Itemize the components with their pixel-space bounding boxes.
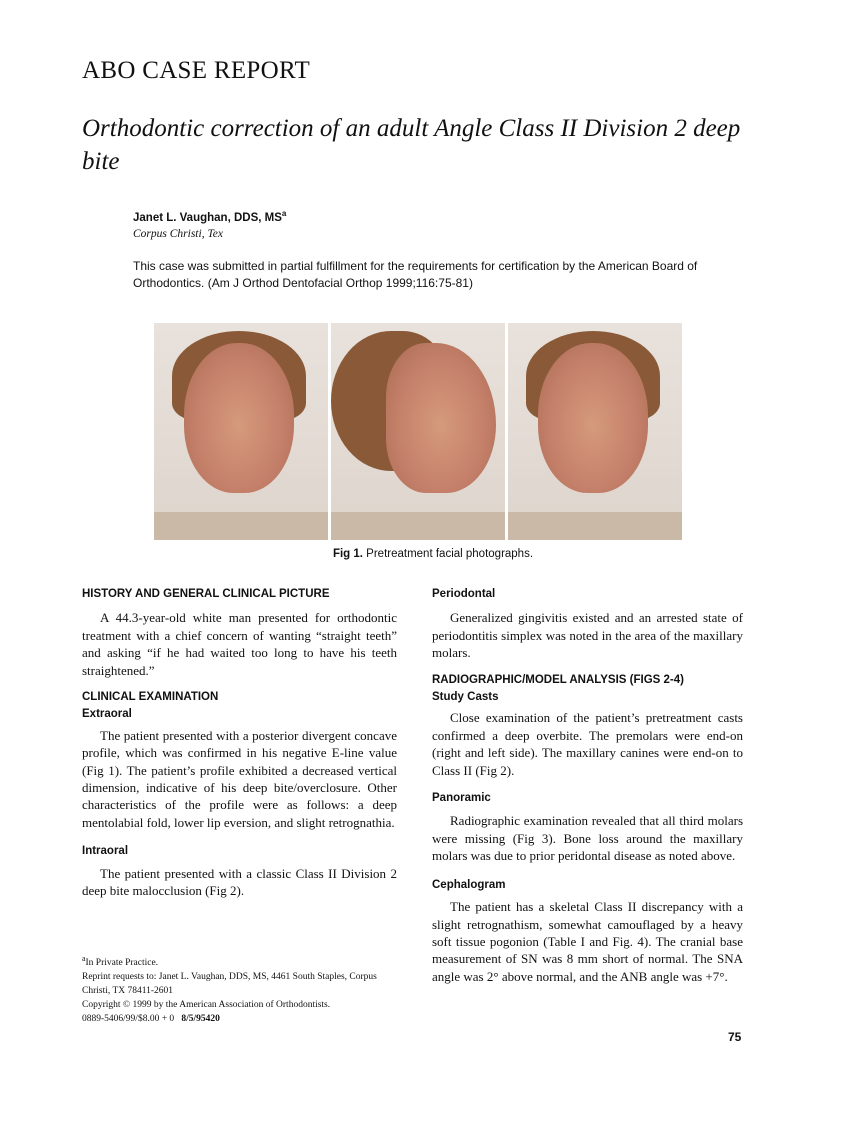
heading-history: HISTORY AND GENERAL CLINICAL PICTURE: [82, 588, 330, 600]
footnote-code-bold: 8/5/95420: [181, 1014, 220, 1025]
paragraph-history: A 44.3-year-old white man presented for orthodontic treatment with a chief concern of wanting “straight teeth” and asking “if he had waited too long to have his teeth straightened.”: [82, 610, 397, 678]
heading-intraoral: Intraoral: [82, 845, 129, 858]
paragraph-cephalogram: The patient has a skeletal Class II discrepancy with a slight retrognathism, somewhat camouflaged by a heavy soft tissue pogonion (Table I and Fig. 4). The cranial base measurement of SN was 8 mm short of normal. The SNA angle was 2° above normal, and the ANB angle was +7°.: [432, 899, 743, 984]
paragraph-extraoral: The patient presented with a posterior divergent concave profile, which was confirmed in his negative E-line value (Fig 1). The patient’s profile exhibited a decreased vertical dimension, indicative of his deep bite/overclosure. Other characteristics of the profile were as follows: a deep mentolabial fold, lower lip eversion, and slight retrognathia.: [82, 727, 397, 830]
left-column: [82, 586, 397, 900]
figure-label: Fig 1.: [332, 548, 363, 560]
author-footnote-marker: a: [281, 209, 287, 218]
footnote-marker: a: [82, 954, 86, 963]
heading-radiographic: RADIOGRAPHIC/MODEL ANALYSIS (FIGS 2-4): [432, 673, 684, 686]
footnote-practice: [82, 952, 400, 970]
footnotes: [82, 952, 400, 1026]
figure-caption: [0, 548, 866, 560]
author-name-text: Janet L. Vaughan, DDS, MS: [133, 211, 282, 224]
footnote-practice-text: In Private Practice.: [85, 958, 159, 969]
photo-frontal: [154, 323, 328, 540]
footnote-reprint: Reprint requests to: Janet L. Vaughan, DDS, MS, 4461 South Staples, Corpus Christi, TX 78411-2601: [82, 972, 377, 997]
paragraph-panoramic: Radiographic examination revealed that all third molars were missing (Fig 3). Bone loss around the maxillary molars was due to prior peridontal disease as noted above.: [432, 813, 743, 864]
photo-profile: [331, 323, 505, 540]
paragraph-study-casts: Close examination of the patient’s pretreatment casts confirmed a deep overbite. The premolars were end-on (right and left side). The maxillary canines were end-on to Class II (Fig 2).: [432, 710, 743, 778]
heading-panoramic: Panoramic: [432, 792, 491, 805]
figure-1-photos: [154, 323, 682, 540]
heading-periodontal: Periodontal: [432, 588, 496, 600]
footnote-code: [82, 1012, 400, 1026]
heading-extraoral: Extraoral: [82, 708, 132, 721]
right-column: [432, 586, 743, 985]
paragraph-intraoral: The patient presented with a classic Class II Division 2 deep bite malocclusion (Fig 2).: [82, 865, 397, 899]
author-name: [133, 209, 286, 224]
footnote-copyright: Copyright © 1999 by the American Association of Orthodontists.: [82, 1000, 331, 1011]
paragraph-periodontal: Generalized gingivitis existed and an arrested state of periodontitis simplex was noted in the area of the maxillary molars.: [432, 610, 743, 661]
footnote-code-text: 0889-5406/99/$8.00 + 0: [82, 1014, 175, 1025]
section-label: ABO CASE REPORT: [82, 57, 311, 84]
heading-clinical-exam: CLINICAL EXAMINATION: [82, 691, 219, 704]
heading-study-casts: Study Casts: [432, 691, 499, 704]
heading-cephalogram: Cephalogram: [432, 878, 506, 891]
photo-smiling: [508, 323, 682, 540]
article-title: Orthodontic correction of an adult Angle Class II Division 2 deep bite: [82, 115, 741, 175]
figure-caption-text: Pretreatment facial photographs.: [362, 548, 534, 560]
author-affiliation: Corpus Christi, Tex: [133, 228, 224, 240]
page-number: 75: [728, 1030, 742, 1044]
submission-note: This case was submitted in partial fulfillment for the requirements for certification by the American Board of Orthodontics. (Am J Orthod Dentofacial Orthop 1999;116:75-81): [133, 259, 698, 290]
